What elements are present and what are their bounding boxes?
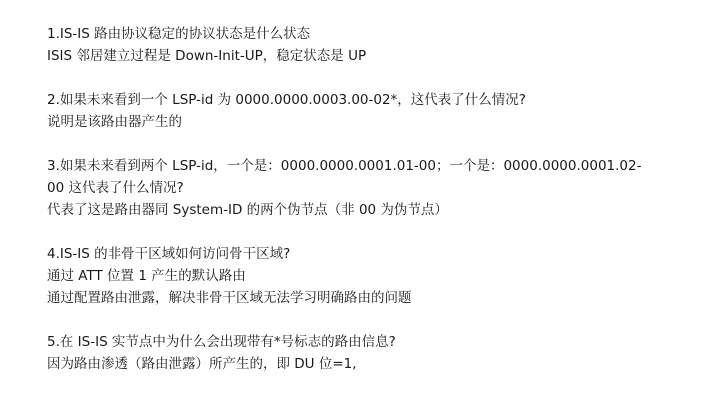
qa-item-5 xyxy=(47,331,687,375)
qa-item-2 xyxy=(47,89,687,133)
question-text: 4.IS-IS 的非骨干区域如何访问骨干区域? xyxy=(47,246,291,262)
question-text-line-1: 3.如果未来看到两个 LSP-id，一个是：0000.0000.0001.01-00；一个是：0000.0000.0001.02- xyxy=(47,158,642,174)
qa-item-4 xyxy=(47,243,687,309)
question-text: 1.IS-IS 路由协议稳定的协议状态是什么状态 xyxy=(47,26,311,42)
answer-text: ISIS 邻居建立过程是 Down-Init-UP，稳定状态是 UP xyxy=(47,48,367,64)
answer-text: 说明是该路由器产生的 xyxy=(47,114,182,130)
answer-text: 因为路由渗透（路由泄露）所产生的，即 DU 位=1, xyxy=(47,356,357,372)
question-text-line-2: 00 这代表了什么情况? xyxy=(47,180,184,196)
qa-item-3 xyxy=(47,155,687,221)
question-text: 2.如果未来看到一个 LSP-id 为 0000.0000.0003.00-02*，这代表了什么情况? xyxy=(47,92,526,108)
qa-item-1 xyxy=(47,23,687,67)
document-body xyxy=(47,23,687,397)
question-text: 5.在 IS-IS 实节点中为什么会出现带有*号标志的路由信息? xyxy=(47,334,396,350)
answer-text: 代表了这是路由器同 System-ID 的两个伪节点（非 00 为伪节点） xyxy=(47,202,448,218)
answer-text-line-1: 通过 ATT 位置 1 产生的默认路由 xyxy=(47,268,246,284)
answer-text-line-2: 通过配置路由泄露，解决非骨干区域无法学习明确路由的问题 xyxy=(47,290,412,306)
